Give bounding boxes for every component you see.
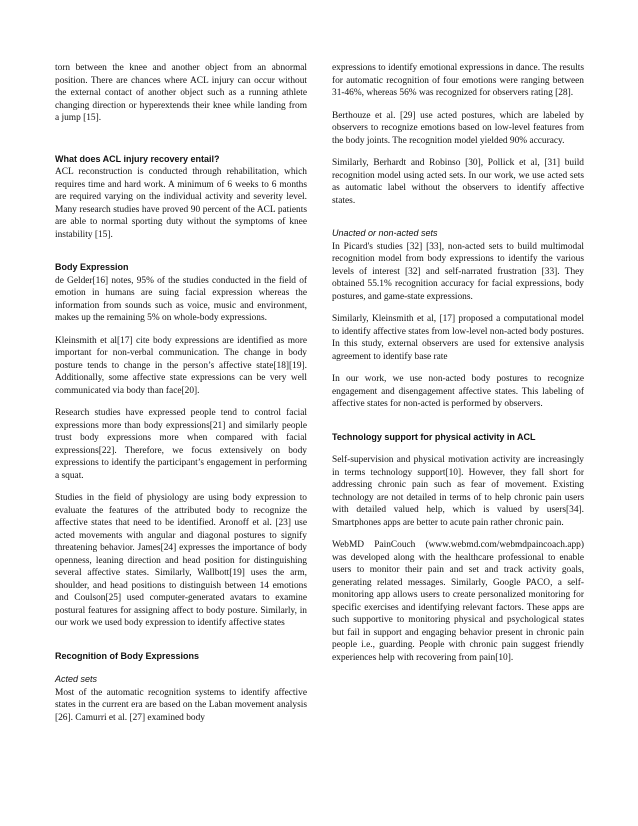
subheading-acted-sets: Acted sets [55,674,98,684]
right-column [332,62,584,674]
paragraph: Studies in the field of physiology are using body expression to evaluate the features of the attributed body to recognize the affective states that need to be identified. Aronoff et al. [23] use acted movements with angular and diagonal postures to signify threatening behavior. James[24] expresses the importance of body openness, leaning direction and head position for distinguishing several affective states. Similarly, Wallbott[19] uses the arm, shoulder, and head positions to distinguish between 14 emotions and Coulson[25] used computer-generated avatars to examine postural features for assigning affect to body posture. Similarly, in our work we used body expression to identify affective states [55,493,307,628]
subheading-non-acted-sets: Unacted or non-acted sets [332,228,438,238]
paragraph: Kleinsmith et al[17] cite body expressions are identified as more important for non-verbal communication. The change in body posture tends to change in the person’s affective state[18][19]. Additionally, some affective state expressions can be very well communicated via body than face[20]. [55,335,307,396]
section-heading-technology-support: Technology support for physical activity in ACL [332,431,536,442]
paragraph: Similarly, Kleinsmith et al, [17] proposed a computational model to identify affective states from low-level non-acted body postures. In this study, external observers are used for extensive analysis agreement to identify base rate [332,314,584,362]
paragraph: Berthouze et al. [29] use acted postures, which are labeled by observers to recognize emotions based on low-level features from the body joints. The recognition model yielded 90% accuracy. [332,110,584,146]
paragraph: In Picard's studies [32] [33], non-acted sets to build multimodal recognition model from body expressions to identify the various levels of interest [32] and self-narrated frustration [33]. They obtained 55.1% recognition accuracy for facial expressions, body postures, and game-state expressions. [332,241,584,302]
section-heading-body-expression: Body Expression [55,262,129,272]
left-column [55,62,307,734]
paragraph: expressions to identify emotional expressions in dance. The results for automatic recognition of four emotions were ranging between 31-46%, whereas 56% was recognized for observers rating [28]. [332,63,584,98]
section-heading-recognition: Recognition of Body Expressions [55,650,200,661]
paragraph: In our work, we use non-acted body postures to recognize engagement and disengagement affective states. This labeling of affective states for non-acted is performed by observers. [332,374,584,409]
paragraph: Most of the automatic recognition systems to identify affective states in the current era are based on the Laban movement analysis [26]. Camurri et al. [27] examined body [55,687,307,723]
paragraph: ACL reconstruction is conducted through rehabilitation, which requires time and hard work. A minimum of 6 weeks to 6 months are required varying on the individual activity and severity level. Many research studies have proved 90 percent of the ACL patients are able to normal sporting duty without the symptoms of knee instability [15]. [55,167,307,240]
paragraph: de Gelder[16] notes, 95% of the studies conducted in the field of emotion in humans are suing facial expression whereas the information from sounds such as voice, music and environment, makes up the remaining 5% on whole-body expressions. [55,275,307,323]
paragraph: Self-supervision and physical motivation activity are increasingly in terms technology support[10]. However, they fall short for addressing chronic pain such as fear of movement. Existing technology are not detailed in terms of to help chronic pain users with detailed valued help, which is valued by users[34]. Smartphones apps are better to acute pain rather chronic pain. [332,455,584,528]
paragraph: Research studies have expressed people tend to control facial expressions more than body expressions[21] and similarly people trust body expressions more when compared with facial expressions[22]. Therefore, we focus extensively on body expressions to identify the participant’s engagement in performing a squat. [55,408,307,481]
paragraph: torn between the knee and another object from an abnormal position. There are chances where ACL injury can occur without the external contact of another object such as a running athlete changing direction or hyperextends their knee while landing from a jump [15]. [55,63,307,123]
paragraph: WebMD PainCouch (www.webmd.com/webmdpaincoach.app) was developed along with the healthcare professional to enable users to monitor their pain and set and track activity goals, generating related messages. Similarly, Google PACO, a self-monitoring app allows users to create personalized monitoring for specific exercises and identifying relevant factors. These apps are such supportive to monitoring physical and psychological states but fail in support and engaging behavior present in chronic pain people i.e., guarding. People with chronic pain suggest friendly experiences help with recovering from pain[10]. [332,540,584,663]
section-heading-acl-recovery: What does ACL injury recovery entail? [55,153,220,164]
paragraph: Similarly, Berhardt and Robinso [30], Pollick et al, [31] build recognition model using acted sets. In our work, we use acted sets as automatic label without the observers to identify affective states. [332,158,584,206]
